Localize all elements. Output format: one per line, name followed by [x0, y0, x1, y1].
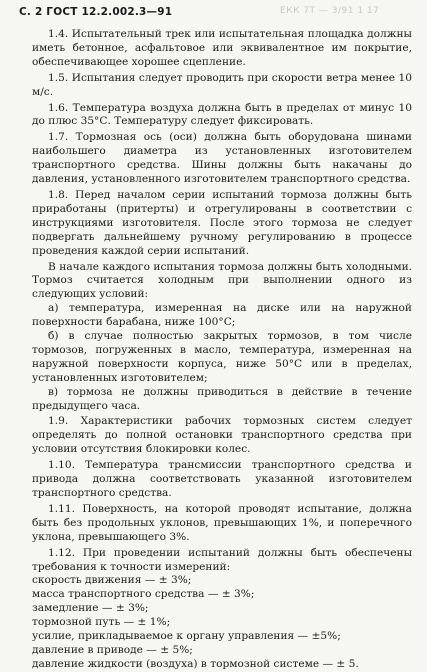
paragraph-1-12: 1.12. При проведении испытаний должны быть обеспечены требования к точности измерений:: [32, 546, 412, 573]
tolerance-fluid-pressure: давление жидкости (воздуха) в тормозной системе — ± 5.: [32, 657, 359, 670]
paragraph-1-9: 1.9. Характеристики рабочих тормозных систем следует определять до полной остановки транспортного средства при условии отсутствия блокировки колес.: [32, 415, 412, 456]
tolerance-deceleration: замедление — ± 3%;: [32, 602, 149, 615]
paragraph-1-10: 1.10. Температура трансмиссии транспортного средства и привода должна соответствовать указанной изготовителем транспортного средства.: [32, 459, 412, 499]
paragraph-1-7: 1.7. Тормозная ось (оси) должна быть оборудована шинами наибольшего диаметра из установленных изготовителем транспортного средства. Шины должны быть накачаны до давления, установленного изготовителем транспортного средства.: [32, 131, 412, 186]
faint-stamp-text: ЕКК 7Т — 3/91 1 17: [280, 6, 380, 16]
paragraph-cold-brakes: В начале каждого испытания тормоза должны быть холодными. Тормоз считается холодным при выполнении одного из следующих условий:: [32, 260, 412, 301]
page-header: С. 2 ГОСТ 12.2.002.3—91: [19, 6, 173, 18]
paragraph-1-4: 1.4. Испытательный трек или испытательная площадка должны иметь бетонное, асфальтовое или эквивалентное им покрытие, обеспечивающее хорошее сцепление.: [32, 28, 412, 68]
condition-b: б) в случае полностью закрытых тормозов, в том числе тормозов, погруженных в масло, температура, измеренная на наружной поверхности корпуса, ниже 50°С или в пределах, установленных изготовителем;: [32, 330, 412, 384]
tolerance-speed: скорость движения — ± 3%;: [32, 574, 192, 587]
document-body: [32, 28, 412, 672]
tolerance-list: [32, 574, 412, 671]
tolerance-control-force: усилие, прикладываемое к органу управления — ±5%;: [32, 630, 341, 643]
condition-c: в) тормоза не должны приводиться в действие в течение предыдущего часа.: [32, 385, 412, 412]
paragraph-1-6: 1.6. Температура воздуха должна быть в пределах от минус 10 до плюс 35°С. Температуру следует фиксировать.: [32, 101, 412, 128]
tolerance-actuator-pressure: давление в приводе — ± 5%;: [32, 643, 193, 656]
tolerance-braking-distance: тормозной путь — ± 1%;: [32, 616, 171, 629]
paragraph-1-11: 1.11. Поверхность, на которой проводят испытание, должна быть без продольных уклонов, превышающих 1%, и поперечного уклона, превышающего 3%.: [32, 502, 412, 543]
paragraph-1-8: 1.8. Перед началом серии испытаний тормоза должны быть приработаны (притерты) и отрегулированы в соответствии с инструкциями изготовителя. После этого тормоза не следует подвергать дальнейшему ручному регулированию в процессе проведения каждой серии испытаний.: [32, 188, 412, 257]
paragraph-1-5: 1.5. Испытания следует проводить при скорости ветра менее 10 м/с.: [32, 71, 412, 98]
condition-a: а) температура, измеренная на диске или на наружной поверхности барабана, ниже 100°С;: [32, 302, 412, 329]
tolerance-mass: масса транспортного средства — ± 3%;: [32, 588, 255, 601]
